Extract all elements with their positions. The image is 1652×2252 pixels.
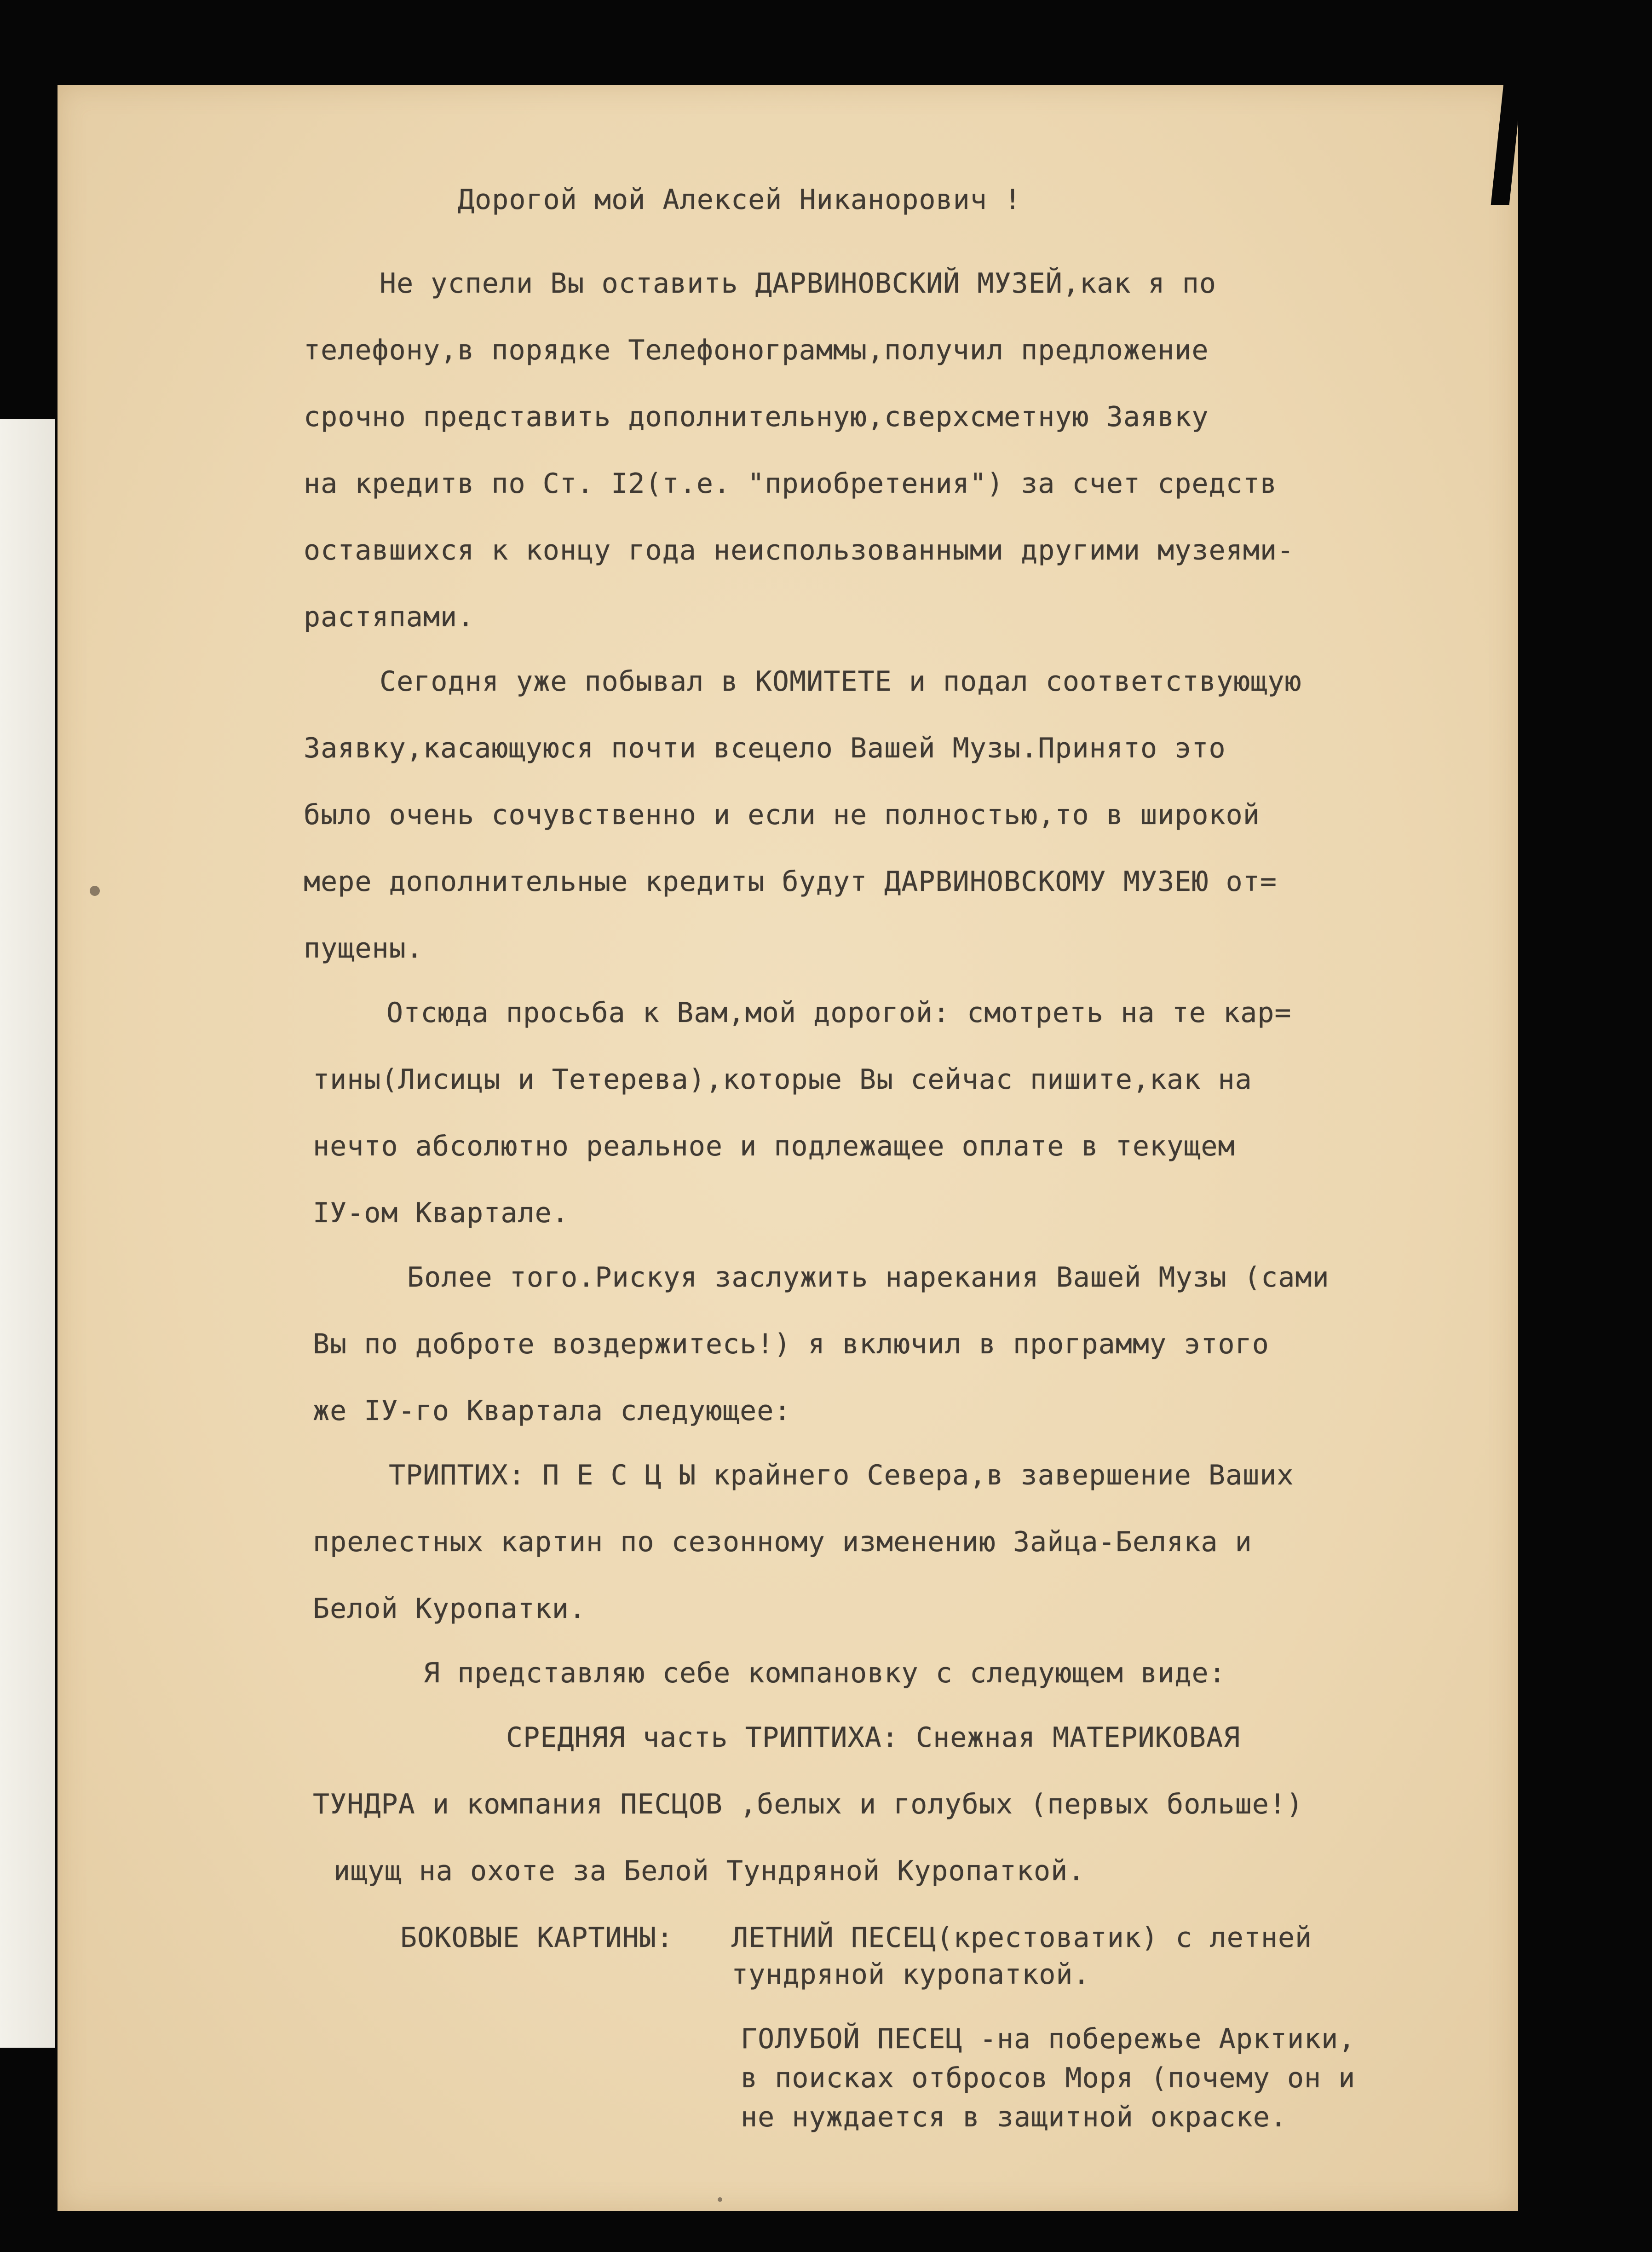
paper-spot — [90, 886, 100, 896]
paragraph-2-line-3: было очень сочувственно и если не полностью,то в широкой — [304, 799, 1260, 831]
paragraph-1-line-4: на кредитв по Ст. I2(т.е. "приобретения") за счет средств — [304, 468, 1278, 500]
paragraph-6-line-1: Я представляю себе компановку с следующем виде: — [423, 1657, 1226, 1689]
side-painting-1-line-2: тундряной куропаткой. — [731, 1958, 1090, 1991]
side-paintings-label: БОКОВЫЕ КАРТИНЫ: — [400, 1922, 673, 1954]
paragraph-2-line-2: Заявку,касающуюся почти всецело Вашей Музы.Принято это — [304, 732, 1226, 764]
paper-speck — [718, 2197, 722, 2202]
letter-page — [58, 85, 1518, 2211]
paragraph-7-line-3: ищущ на охоте за Белой Тундряной Куропаткой. — [334, 1855, 1085, 1887]
paragraph-3-line-1: Отсюда просьба к Вам,мой дорогой: смотреть на те кар= — [386, 997, 1292, 1029]
paragraph-1-line-6: растяпами. — [304, 601, 475, 633]
paragraph-1-line-2: телефону,в порядке Телефонограммы,получил предложение — [304, 334, 1209, 366]
paragraph-4-line-2: Вы по доброте воздержитесь!) я включил в программу этого — [313, 1328, 1269, 1360]
paragraph-4-line-1: Более того.Рискуя заслужить нарекания Вашей Музы (сами — [407, 1261, 1330, 1293]
paragraph-2-line-5: пущены. — [304, 932, 423, 964]
side-painting-1-line-1: ЛЕТНИЙ ПЕСЕЦ(крестоватик) с летней — [731, 1922, 1312, 1954]
paragraph-5-line-2: прелестных картин по сезонному изменению Зайца-Беляка и — [313, 1526, 1252, 1558]
paragraph-5-line-3: Белой Куропатки. — [313, 1593, 586, 1625]
paragraph-7-line-1: СРЕДНЯЯ часть ТРИПТИХА: Снежная МАТЕРИКОВАЯ — [506, 1721, 1241, 1754]
side-painting-2-line-1: ГОЛУБОЙ ПЕСЕЦ -на побережье Арктики, — [741, 2023, 1356, 2055]
paragraph-1-line-1: Не успели Вы оставить ДАРВИНОВСКИЙ МУЗЕЙ,как я по — [380, 267, 1217, 300]
side-painting-2-line-2: в поисках отбросов Моря (почему он и — [741, 2062, 1356, 2094]
paragraph-3-line-2: тины(Лисицы и Тетерева),которые Вы сейчас пишите,как на — [313, 1063, 1252, 1096]
paragraph-3-line-4: IУ-ом Квартале. — [313, 1197, 569, 1229]
salutation: Дорогой мой Алексей Никанорович ! — [458, 184, 1022, 216]
paragraph-7-line-2: ТУНДРА и компания ПЕСЦОВ ,белых и голубых (первых больше!) — [313, 1788, 1304, 1820]
paragraph-5-line-1: ТРИПТИХ: П Е С Ц Ы крайнего Севера,в завершение Ваших — [389, 1459, 1294, 1491]
paragraph-3-line-3: нечто абсолютно реальное и подлежащее оплате в текущем — [313, 1130, 1235, 1162]
paragraph-2-line-1: Сегодня уже побывал в КОМИТЕТЕ и подал соответствующую — [380, 665, 1302, 698]
adjacent-page-edge — [0, 419, 55, 2048]
paragraph-2-line-4: мере дополнительные кредиты будут ДАРВИНОВСКОМУ МУЗЕЮ от= — [304, 866, 1278, 898]
side-painting-2-line-3: не нуждается в защитной окраске. — [741, 2101, 1287, 2133]
paragraph-1-line-5: оставшихся к концу года неиспользованными другими музеями- — [304, 534, 1295, 566]
paragraph-1-line-3: срочно представить дополнительную,сверхсметную Заявку — [304, 401, 1209, 433]
paragraph-4-line-3: же IУ-го Квартала следующее: — [313, 1395, 791, 1427]
